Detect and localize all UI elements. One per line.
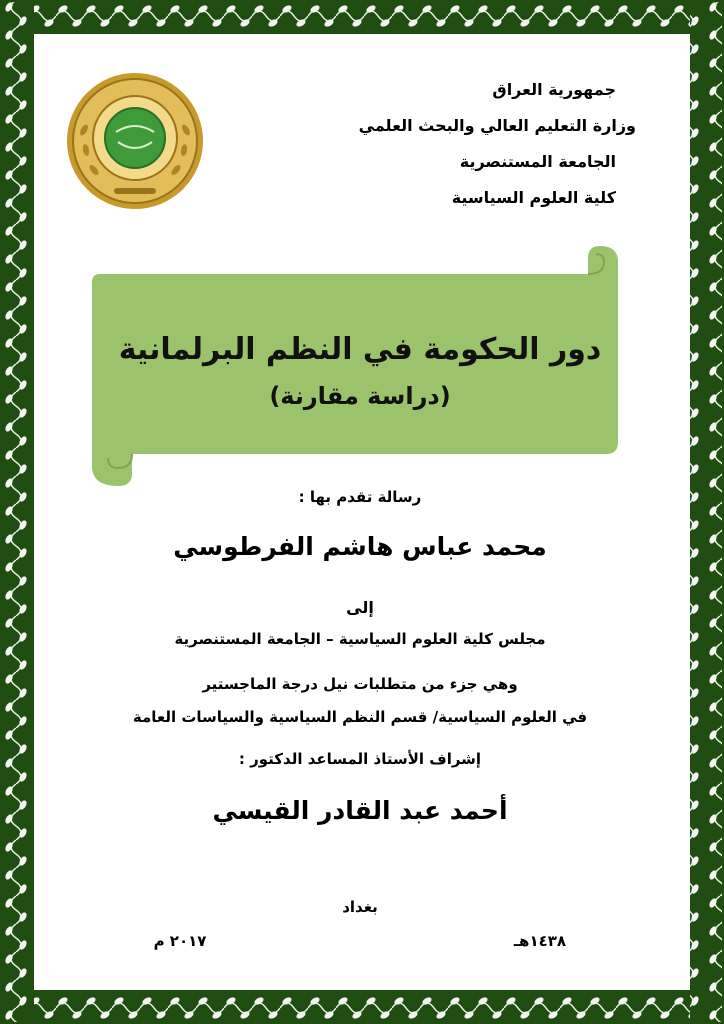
university-seal-logo: [64, 70, 206, 212]
college-name: كلية العلوم السياسية: [451, 188, 616, 207]
city-name: بغداد: [342, 898, 378, 916]
supervisor-name: أحمد عبد القادر القيسي: [212, 796, 508, 825]
to-label: إلى: [346, 598, 374, 617]
thesis-subtitle: (دراسة مقارنة): [269, 382, 451, 410]
date-hijri: ١٤٣٨هـ: [513, 932, 567, 950]
ministry-name: وزارة التعليم العالي والبحث العلمي: [358, 116, 636, 135]
institution-header: [276, 72, 636, 216]
submission-line-council: مجلس كلية العلوم السياسية – الجامعة المستنصرية: [174, 630, 546, 648]
university-name: الجامعة المستنصرية: [459, 152, 616, 171]
presented-by-label: رسالة تقدم بها :: [298, 488, 422, 506]
submission-line-degree: وهي جزء من متطلبات نيل درجة الماجستير: [202, 675, 518, 693]
country-name: جمهورية العراق: [492, 80, 616, 99]
date-gregorian: ٢٠١٧ م: [153, 932, 207, 950]
thesis-title: دور الحكومة في النظم البرلمانية: [118, 332, 602, 367]
author-name: محمد عباس هاشم الفرطوسي: [173, 532, 547, 561]
supervision-label: إشراف الأستاذ المساعد الدكتور :: [238, 750, 482, 768]
submission-line-department: في العلوم السياسية/ قسم النظم السياسية والسياسات العامة: [132, 708, 588, 726]
